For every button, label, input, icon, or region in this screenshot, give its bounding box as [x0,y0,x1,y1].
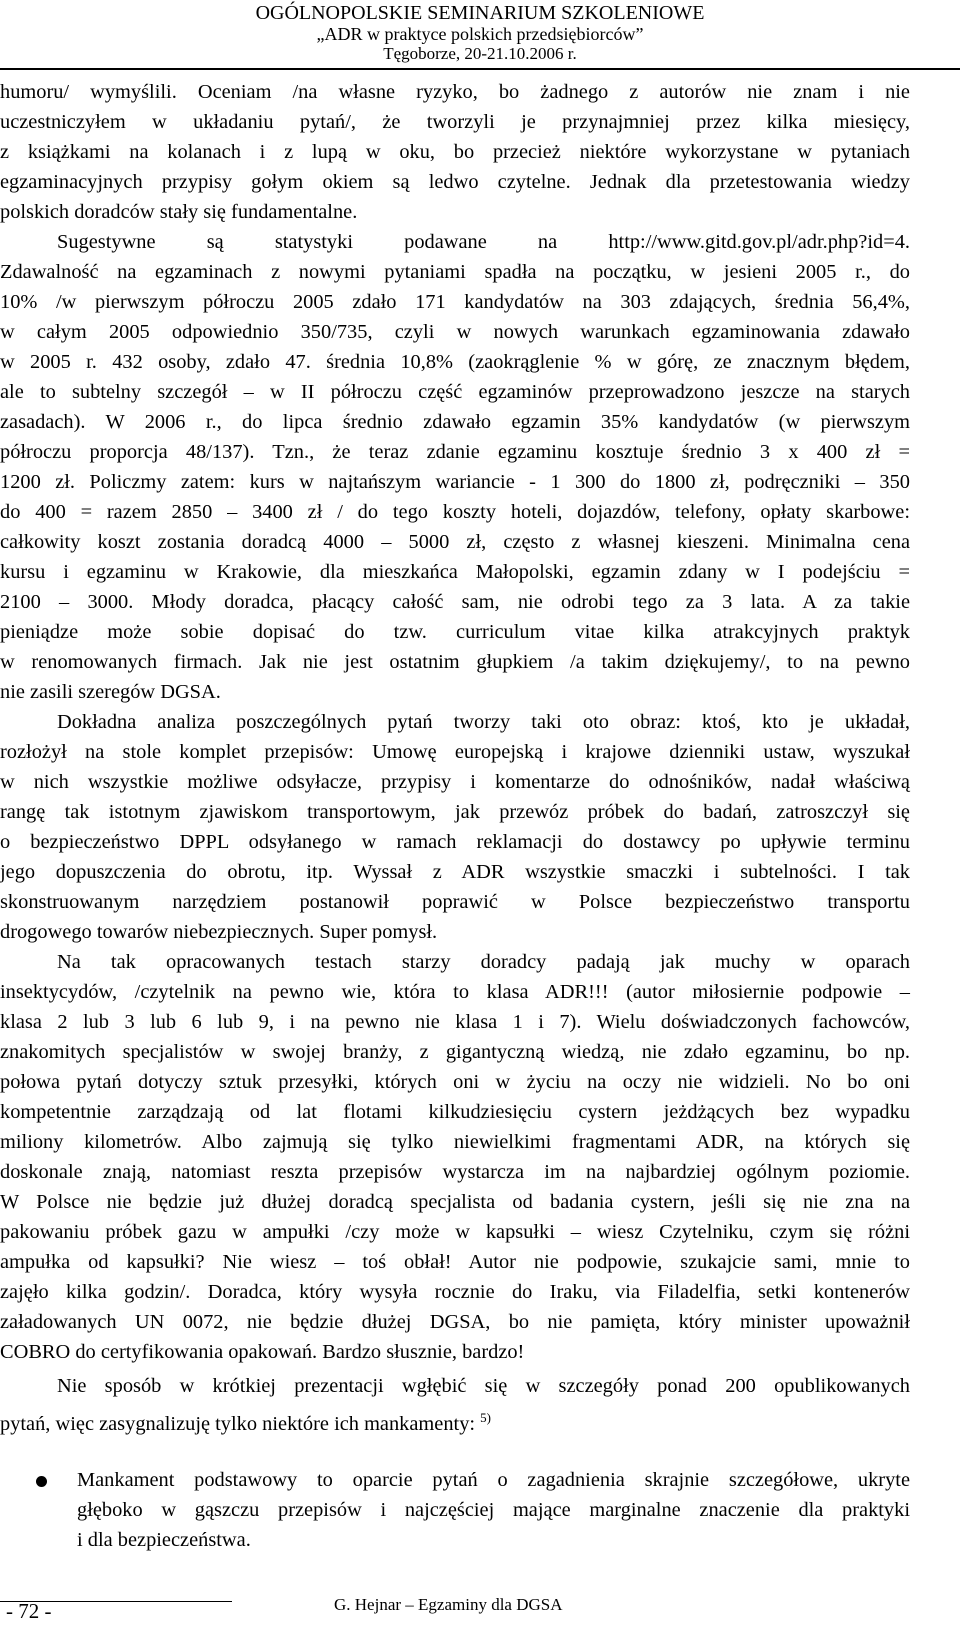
bullet-line: i dla bezpieczeństwa. [77,1529,251,1551]
text-line: w renomowanych firmach. Jak nie jest ostatnim głupkiem /a takim dziękujemy/, to na pewno [0,651,910,673]
text-line: miliony kilometrów. Albo zajmują się tylko niewielkimi fragmentami ADR, na których się [0,1131,910,1153]
text-line: z książkami na kolanach i z lupą w oku, bo przecież niektóre wykorzystane w pytaniach [0,141,910,163]
text-line-with-footnote [0,1403,910,1433]
header-rule [0,68,960,70]
text-line: Dokładna analiza poszczególnych pytań tworzy taki oto obraz: ktoś, kto je układał, [57,711,910,733]
text-line: pakowaniu próbek gazu w ampułki /czy może w kapsułki – wiesz Czytelniku, czym się różni [0,1221,910,1243]
seminar-title: OGÓLNOPOLSKIE SEMINARIUM SZKOLENIOWE [255,2,705,24]
text-line: drogowego towarów niebezpiecznych. Super pomysł. [0,921,438,943]
text-line: o bezpieczeństwo DPPL odsyłanego w ramach reklamacji do dostawcy po upływie terminu [0,831,910,853]
text-line: 2100 – 3000. Młody doradca, płacący całość sam, nie odrobi tego za 3 lata. A za takie [0,591,910,613]
footer-title: G. Hejnar – Egzaminy dla DGSA [334,1595,563,1614]
bullet-line: Mankament podstawowy to oparcie pytań o zagadnienia skrajnie szczegółowe, ukryte [77,1469,910,1491]
text-line: polskich doradców stały się fundamentalne. [0,201,358,223]
text-line: COBRO do certyfikowania opakowań. Bardzo słusznie, bardzo! [0,1341,525,1363]
text-line: całkowity koszt zostania doradcą 4000 – 5000 zł, często z własnej kieszeni. Minimalna cena [0,531,910,553]
text-line: rangę tak istotnym zjawiskom transportowym, jak przewóz próbek do badań, zatroszczył się [0,801,910,823]
text-line: w całym 2005 odpowiednio 350/735, czyli w nowych warunkach egzaminowania zdawało [0,321,910,343]
text-line: znakomitych specjalistów w swojej branży, z gigantyczną wiedzą, nie zdało egzaminu, bo np. [0,1041,910,1063]
text-line: W Polsce nie będzie już dłużej doradcą specjalista od badania cystern, jeśli się nie zna na [0,1191,910,1213]
seminar-subtitle: „ADR w praktyce polskich przedsiębiorców” [316,24,644,44]
text-line: pieniądze może sobie dopisać do tzw. curriculum vitae kilka atrakcyjnych praktyk [0,621,910,643]
text-line: zajęło kilka godzin/. Doradca, który wysyła rocznie do Iraku, via Filadelfia, setki kontenerów [0,1281,910,1303]
bullet-icon [36,1476,47,1487]
text-line: kompetentnie zarządzają od lat flotami kilkudziesięciu cystern jeżdżących bez wypadku [0,1101,910,1123]
text-line: Nie sposób w krótkiej prezentacji wgłębić się w szczegóły ponad 200 opublikowanych [57,1375,910,1397]
text-line: nie zasili szeregów DGSA. [0,681,221,703]
text-line: półroczu proporcja 48/137). Tzn., że teraz zdanie egzaminu kosztuje średnio 3 x 400 zł = [0,441,910,463]
text-line: 10% /w pierwszym półroczu 2005 zdało 171 kandydatów na 303 zdających, średnia 56,4%, [0,291,910,313]
page-number: - 72 - [6,1599,52,1623]
text-line: Sugestywne są statystyki podawane na http://www.gitd.gov.pl/adr.php?id=4. [57,231,910,253]
text-line: Zdawalność na egzaminach z nowymi pytaniami spadła na początku, w jesieni 2005 r., do [0,261,910,283]
text-line: kursu i egzaminu w Krakowie, dla mieszkańca Małopolski, egzamin zdany w I podejściu = [0,561,910,583]
text-line: humoru/ wymyślili. Oceniam /na własne ryzyko, bo żadnego z autorów nie znam i nie [0,81,910,103]
text-line: klasa 2 lub 3 lub 6 lub 9, i na pewno nie klasa 1 i 7). Wielu doświadczonych fachowców, [0,1011,910,1033]
text-line: rozłożył na stole komplet przepisów: Umowę europejską i krajowe dzienniki ustaw, wyszukał [0,741,910,763]
text-line: jego dopuszczenia do obrotu, itp. Wyssał z ADR wszystkie smaczki i subtelności. I tak [0,861,910,883]
seminar-place-date: Tęgoborze, 20-21.10.2006 r. [383,44,577,63]
text-line: w 2005 r. 432 osoby, zdało 47. średnia 10,8% (zaokrąglenie % w górę, ze znacznym błędem, [0,351,910,373]
text-line: załadowanych UN 0072, nie będzie dłużej DGSA, bo nie pamięta, który minister upoważnił [0,1311,910,1333]
text-line: skonstruowanym narzędziem postanowił poprawić w Polsce bezpieczeństwo transportu [0,891,910,913]
text-line: ampułka od kapsułki? Nie wiesz – toś obłał! Autor nie podpowie, szukajcie sami, mnie to [0,1251,910,1273]
text-line: doskonale znają, natomiast reszta przepisów wystarcza im na najbardziej ogólnym poziomie. [0,1161,910,1183]
text-line: w nich wszystkie możliwe odsyłacze, przypisy i komentarze do odnośników, nadał właściwą [0,771,910,793]
text-line: zasadach). W 2006 r., do lipca średnio zdawało egzamin 35% kandydatów (w pierwszym [0,411,910,433]
bullet-line: głęboko w gąszczu przepisów i najczęściej mające marginalne znaczenie dla praktyki [77,1499,910,1521]
text-line: ale to subtelny szczegół – w II półroczu część egzaminów przeprowadzono jeszcze na starych [0,381,910,403]
footnote-marker: 5) [480,1410,492,1425]
text-line-fragment: pytań, więc zasygnalizuję tylko niektóre ich mankamenty: [0,1413,476,1435]
text-line: połowa pytań dotyczy sztuk przesyłki, których oni w życiu na oczy nie widzieli. No bo oni [0,1071,910,1093]
text-line: do 400 = razem 2850 – 3400 zł / do tego koszty hoteli, dojazdów, telefony, opłaty skarbowe: [0,501,910,523]
text-line: uczestniczyłem w układaniu pytań/, że tworzyli je przynajmniej przez kilka miesięcy, [0,111,910,133]
text-line: insektycydów, /czytelnik na pewno wie, która to klasa ADR!!! (autor miłosiernie podpowie – [0,981,910,1003]
text-line: 1200 zł. Policzmy zatem: kurs w najtańszym wariancie - 1 300 do 1800 zł, podręczniki – 350 [0,471,910,493]
text-line: Na tak opracowanych testach starzy doradcy padają jak muchy w oparach [57,951,910,973]
text-line: egzaminacyjnych przypisy gołym okiem są ledwo czytelne. Jednak dla przetestowania wiedzy [0,171,910,193]
